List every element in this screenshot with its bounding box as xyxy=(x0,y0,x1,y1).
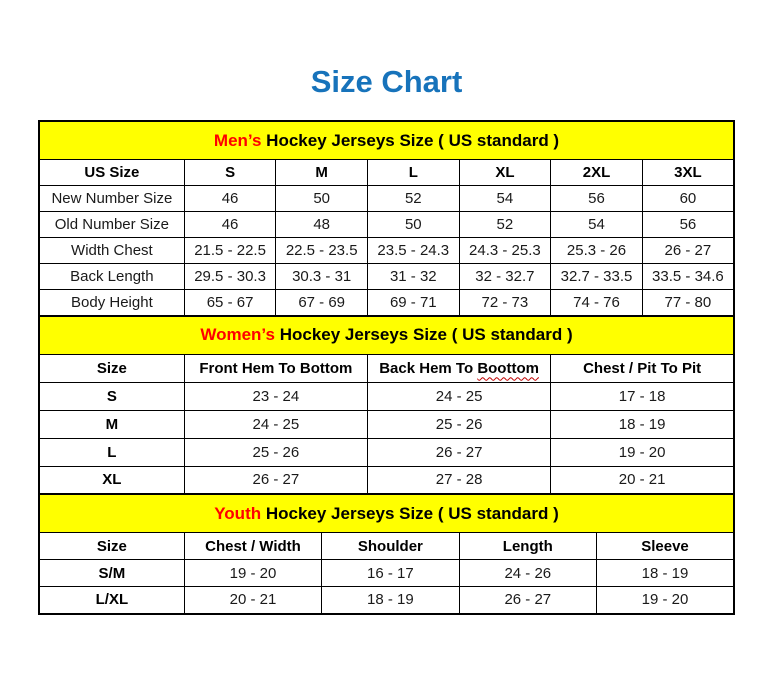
column-header: Size xyxy=(39,354,184,382)
table-cell: 56 xyxy=(642,212,734,238)
table-row xyxy=(39,212,734,238)
table-row xyxy=(39,186,734,212)
table-cell: 72 - 73 xyxy=(459,290,551,316)
table-row xyxy=(39,382,734,410)
table-cell: 27 - 28 xyxy=(367,466,550,494)
table-cell: 24.3 - 25.3 xyxy=(459,238,551,264)
column-header: Shoulder xyxy=(322,533,459,560)
womens-table-body xyxy=(39,382,734,494)
row-label: L xyxy=(39,438,184,466)
table-cell: 18 - 19 xyxy=(551,410,734,438)
column-header: Length xyxy=(459,533,596,560)
table-cell: 46 xyxy=(184,186,276,212)
table-cell: 52 xyxy=(459,212,551,238)
table-cell: 74 - 76 xyxy=(551,290,643,316)
table-cell: 29.5 - 30.3 xyxy=(184,264,276,290)
column-header: US Size xyxy=(39,160,184,186)
column-header: S xyxy=(184,160,276,186)
mens-banner-highlight: Men’s xyxy=(213,130,262,150)
table-cell: 32 - 32.7 xyxy=(459,264,551,290)
table-cell: 67 - 69 xyxy=(276,290,368,316)
column-header: Size xyxy=(39,533,184,560)
column-header: L xyxy=(367,160,459,186)
table-cell: 26 - 27 xyxy=(642,238,734,264)
row-label: Body Height xyxy=(39,290,184,316)
table-cell: 50 xyxy=(367,212,459,238)
table-cell: 26 - 27 xyxy=(459,587,596,614)
table-cell: 52 xyxy=(367,186,459,212)
table-cell: 54 xyxy=(459,186,551,212)
youth-banner-text: Hockey Jerseys Size ( US standard ) xyxy=(261,503,559,523)
row-label: L/XL xyxy=(39,587,184,614)
mens-size-table xyxy=(38,120,735,317)
table-cell: 65 - 67 xyxy=(184,290,276,316)
mens-header-row xyxy=(39,160,734,186)
row-label: S/M xyxy=(39,560,184,587)
row-label: M xyxy=(39,410,184,438)
column-header: 3XL xyxy=(642,160,734,186)
womens-banner xyxy=(39,316,734,355)
table-cell: 25 - 26 xyxy=(184,438,367,466)
table-cell: 60 xyxy=(642,186,734,212)
table-cell: 30.3 - 31 xyxy=(276,264,368,290)
table-cell: 54 xyxy=(551,212,643,238)
row-label: Width Chest xyxy=(39,238,184,264)
womens-size-table xyxy=(38,315,735,496)
table-cell: 24 - 26 xyxy=(459,560,596,587)
womens-banner-row xyxy=(39,316,734,355)
column-header: Sleeve xyxy=(597,533,734,560)
table-cell: 25.3 - 26 xyxy=(551,238,643,264)
row-label: New Number Size xyxy=(39,186,184,212)
column-header: Front Hem To Bottom xyxy=(184,354,367,382)
table-cell: 18 - 19 xyxy=(322,587,459,614)
column-header: 2XL xyxy=(551,160,643,186)
table-cell: 18 - 19 xyxy=(597,560,734,587)
page-title: Size Chart xyxy=(310,64,463,99)
youth-header-row xyxy=(39,533,734,560)
table-cell: 22.5 - 23.5 xyxy=(276,238,368,264)
table-cell: 19 - 20 xyxy=(551,438,734,466)
table-cell: 46 xyxy=(184,212,276,238)
table-cell: 16 - 17 xyxy=(322,560,459,587)
table-row xyxy=(39,410,734,438)
table-cell: 25 - 26 xyxy=(367,410,550,438)
table-cell: 24 - 25 xyxy=(367,382,550,410)
mens-banner-row xyxy=(39,121,734,160)
table-row xyxy=(39,290,734,316)
row-label: S xyxy=(39,382,184,410)
column-header: Back Hem To Boottom xyxy=(367,354,550,382)
row-label: XL xyxy=(39,466,184,494)
table-cell: 23.5 - 24.3 xyxy=(367,238,459,264)
youth-banner-row xyxy=(39,494,734,533)
column-header: XL xyxy=(459,160,551,186)
table-row xyxy=(39,560,734,587)
table-cell: 77 - 80 xyxy=(642,290,734,316)
table-row xyxy=(39,466,734,494)
table-cell: 19 - 20 xyxy=(597,587,734,614)
table-cell: 26 - 27 xyxy=(184,466,367,494)
table-row xyxy=(39,238,734,264)
table-cell: 20 - 21 xyxy=(184,587,321,614)
table-cell: 24 - 25 xyxy=(184,410,367,438)
table-cell: 33.5 - 34.6 xyxy=(642,264,734,290)
column-header: Chest / Width xyxy=(184,533,321,560)
table-cell: 19 - 20 xyxy=(184,560,321,587)
womens-banner-text: Hockey Jerseys Size ( US standard ) xyxy=(274,325,573,344)
size-tables xyxy=(38,120,735,615)
mens-table-body xyxy=(39,186,734,316)
womens-banner-highlight: Women’s xyxy=(200,325,275,344)
table-cell: 56 xyxy=(551,186,643,212)
table-cell: 50 xyxy=(276,186,368,212)
mens-banner xyxy=(39,121,734,160)
womens-header-row xyxy=(39,354,734,382)
chart-area xyxy=(38,0,735,615)
youth-table-body xyxy=(39,560,734,614)
table-cell: 23 - 24 xyxy=(184,382,367,410)
table-cell: 20 - 21 xyxy=(551,466,734,494)
table-row xyxy=(39,438,734,466)
column-header: Chest / Pit To Pit xyxy=(551,354,734,382)
youth-banner-highlight: Youth xyxy=(214,503,262,523)
mens-banner-text: Hockey Jerseys Size ( US standard ) xyxy=(261,130,560,150)
table-row xyxy=(39,264,734,290)
column-header: M xyxy=(276,160,368,186)
table-cell: 32.7 - 33.5 xyxy=(551,264,643,290)
row-label: Old Number Size xyxy=(39,212,184,238)
table-cell: 69 - 71 xyxy=(367,290,459,316)
table-cell: 17 - 18 xyxy=(551,382,734,410)
youth-size-table xyxy=(38,493,735,615)
table-cell: 21.5 - 22.5 xyxy=(184,238,276,264)
row-label: Back Length xyxy=(39,264,184,290)
youth-banner xyxy=(39,494,734,533)
table-cell: 31 - 32 xyxy=(367,264,459,290)
misspelled-word: Boottom xyxy=(477,359,539,377)
table-cell: 48 xyxy=(276,212,368,238)
table-cell: 26 - 27 xyxy=(367,438,550,466)
table-row xyxy=(39,587,734,614)
